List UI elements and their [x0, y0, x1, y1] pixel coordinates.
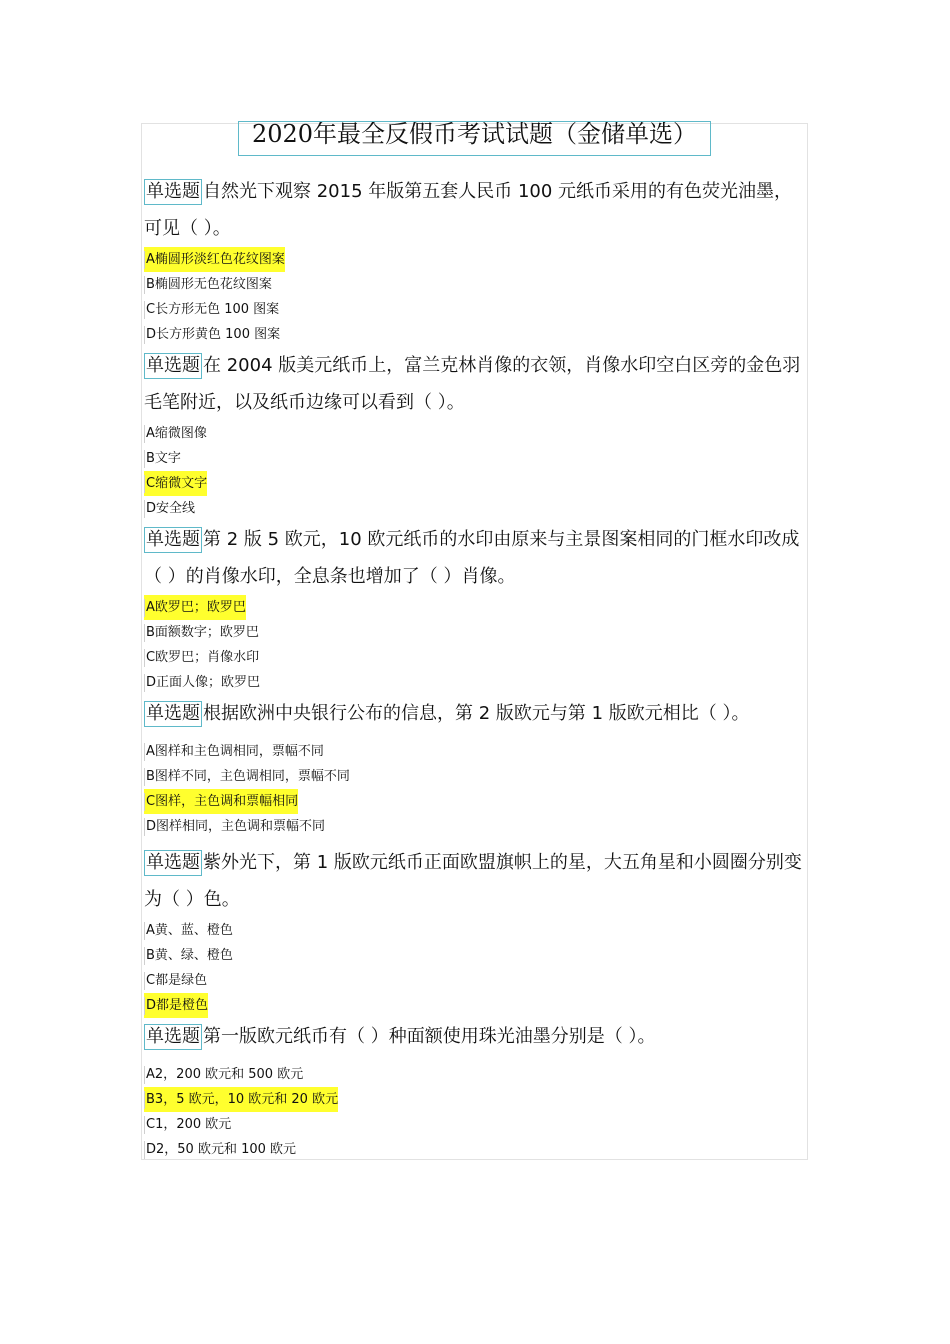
question-stem — [144, 347, 808, 421]
option-text: 图样相同，主色调和票幅不同 — [156, 819, 326, 834]
option-text: 都是绿色 — [155, 973, 208, 988]
option-d — [144, 993, 808, 1018]
option-letter: C — [146, 476, 156, 491]
option-text: 安全线 — [156, 501, 196, 516]
question-text: 紫外光下，第 1 版欧元纸币正面欧盟旗帜上的星，大五角星和小圆圈分别变为（ ）色。 — [144, 852, 802, 910]
option-letter: D — [146, 998, 157, 1013]
option-list — [144, 247, 808, 347]
question-1 — [144, 173, 808, 347]
option-list — [144, 739, 808, 839]
question-2 — [144, 347, 808, 521]
option-b — [144, 943, 808, 968]
option-c — [144, 645, 808, 670]
question-stem — [144, 1018, 808, 1055]
question-3 — [144, 521, 808, 695]
option-list — [144, 1062, 808, 1162]
option-letter: C — [146, 794, 156, 809]
option-list — [144, 918, 808, 1018]
option-letter: B — [146, 769, 155, 784]
question-text: 根据欧洲中央银行公布的信息，第 2 版欧元与第 1 版欧元相比（ ）。 — [203, 703, 750, 724]
option-letter: C — [146, 1117, 156, 1132]
question-text: 第一版欧元纸币有（ ）种面额使用珠光油墨分别是（ ）。 — [203, 1026, 656, 1047]
option-c — [144, 471, 808, 496]
option-c — [144, 1112, 808, 1137]
option-b — [144, 764, 808, 789]
option-c — [144, 297, 808, 322]
question-type-tag: 单选题 — [144, 353, 202, 379]
question-6 — [144, 1018, 808, 1162]
option-letter: B — [146, 625, 155, 640]
option-letter: D — [146, 1142, 157, 1157]
option-c — [144, 968, 808, 993]
option-letter: D — [146, 675, 157, 690]
option-letter: C — [146, 973, 156, 988]
option-letter: A — [146, 252, 155, 267]
option-text: 2，200 欧元和 500 欧元 — [154, 1067, 304, 1082]
option-text: 面额数字；欧罗巴 — [154, 625, 259, 640]
option-c — [144, 789, 808, 814]
option-letter: B — [146, 948, 155, 963]
option-d — [144, 814, 808, 839]
option-text: 正面人像；欧罗巴 — [156, 675, 261, 690]
option-b — [144, 272, 808, 297]
question-text: 在 2004 版美元纸币上，富兰克林肖像的衣领，肖像水印空白区旁的金色羽毛笔附近，以及纸币边缘可以看到（ ）。 — [144, 355, 801, 413]
option-text: 长方形黄色 100 图案 — [156, 327, 281, 342]
question-4 — [144, 695, 808, 839]
option-text: 黄、绿、橙色 — [154, 948, 233, 963]
option-letter: D — [146, 327, 157, 342]
question-type-tag: 单选题 — [144, 1024, 202, 1050]
option-d — [144, 670, 808, 695]
question-stem — [144, 173, 808, 247]
option-d — [144, 1137, 808, 1162]
option-letter: D — [146, 501, 157, 516]
option-letter: B — [146, 451, 155, 466]
option-text: 椭圆形淡红色花纹图案 — [154, 252, 285, 267]
question-text: 自然光下观察 2015 年版第五套人民币 100 元纸币采用的有色荧光油墨，可见（ ）。 — [144, 181, 793, 239]
option-text: 图样和主色调相同，票幅不同 — [154, 744, 324, 759]
question-type-tag: 单选题 — [144, 701, 202, 727]
option-letter: A — [146, 600, 155, 615]
option-text: 1，200 欧元 — [155, 1117, 232, 1132]
option-d — [144, 322, 808, 347]
option-a — [144, 247, 808, 272]
question-type-tag: 单选题 — [144, 850, 202, 876]
question-5 — [144, 844, 808, 1018]
question-stem — [144, 844, 808, 918]
option-a — [144, 595, 808, 620]
option-text: 文字 — [154, 451, 181, 466]
option-letter: B — [146, 277, 155, 292]
option-letter: A — [146, 1067, 155, 1082]
option-b — [144, 620, 808, 645]
question-type-tag: 单选题 — [144, 527, 202, 553]
option-text: 图样不同，主色调相同，票幅不同 — [154, 769, 350, 784]
option-text: 2，50 欧元和 100 欧元 — [156, 1142, 297, 1157]
question-stem — [144, 695, 808, 732]
option-text: 欧罗巴；肖像水印 — [155, 650, 260, 665]
option-text: 缩微文字 — [155, 476, 208, 491]
option-d — [144, 496, 808, 521]
option-a — [144, 421, 808, 446]
option-text: 椭圆形无色花纹图案 — [154, 277, 272, 292]
option-list — [144, 595, 808, 695]
option-list — [144, 421, 808, 521]
question-stem — [144, 521, 808, 595]
option-text: 长方形无色 100 图案 — [155, 302, 280, 317]
option-b — [144, 446, 808, 471]
option-letter: D — [146, 819, 157, 834]
option-text: 欧罗巴；欧罗巴 — [154, 600, 246, 615]
option-a — [144, 918, 808, 943]
option-letter: A — [146, 744, 155, 759]
option-letter: C — [146, 302, 156, 317]
question-text: 第 2 版 5 欧元，10 欧元纸币的水印由原来与主景图案相同的门框水印改成（ ）的肖像水印，全息条也增加了（ ）肖像。 — [144, 529, 800, 587]
option-text: 图样，主色调和票幅相同 — [155, 794, 299, 809]
option-b — [144, 1087, 808, 1112]
option-letter: A — [146, 923, 155, 938]
document-title: 2020年最全反假币考试试题（金储单选） — [238, 121, 711, 156]
option-text: 3，5 欧元，10 欧元和 20 欧元 — [154, 1092, 339, 1107]
option-a — [144, 739, 808, 764]
option-a — [144, 1062, 808, 1087]
option-letter: C — [146, 650, 156, 665]
option-text: 缩微图像 — [154, 426, 207, 441]
option-text: 黄、蓝、橙色 — [154, 923, 233, 938]
option-text: 都是橙色 — [156, 998, 209, 1013]
option-letter: B — [146, 1092, 155, 1107]
question-type-tag: 单选题 — [144, 179, 202, 205]
option-letter: A — [146, 426, 155, 441]
